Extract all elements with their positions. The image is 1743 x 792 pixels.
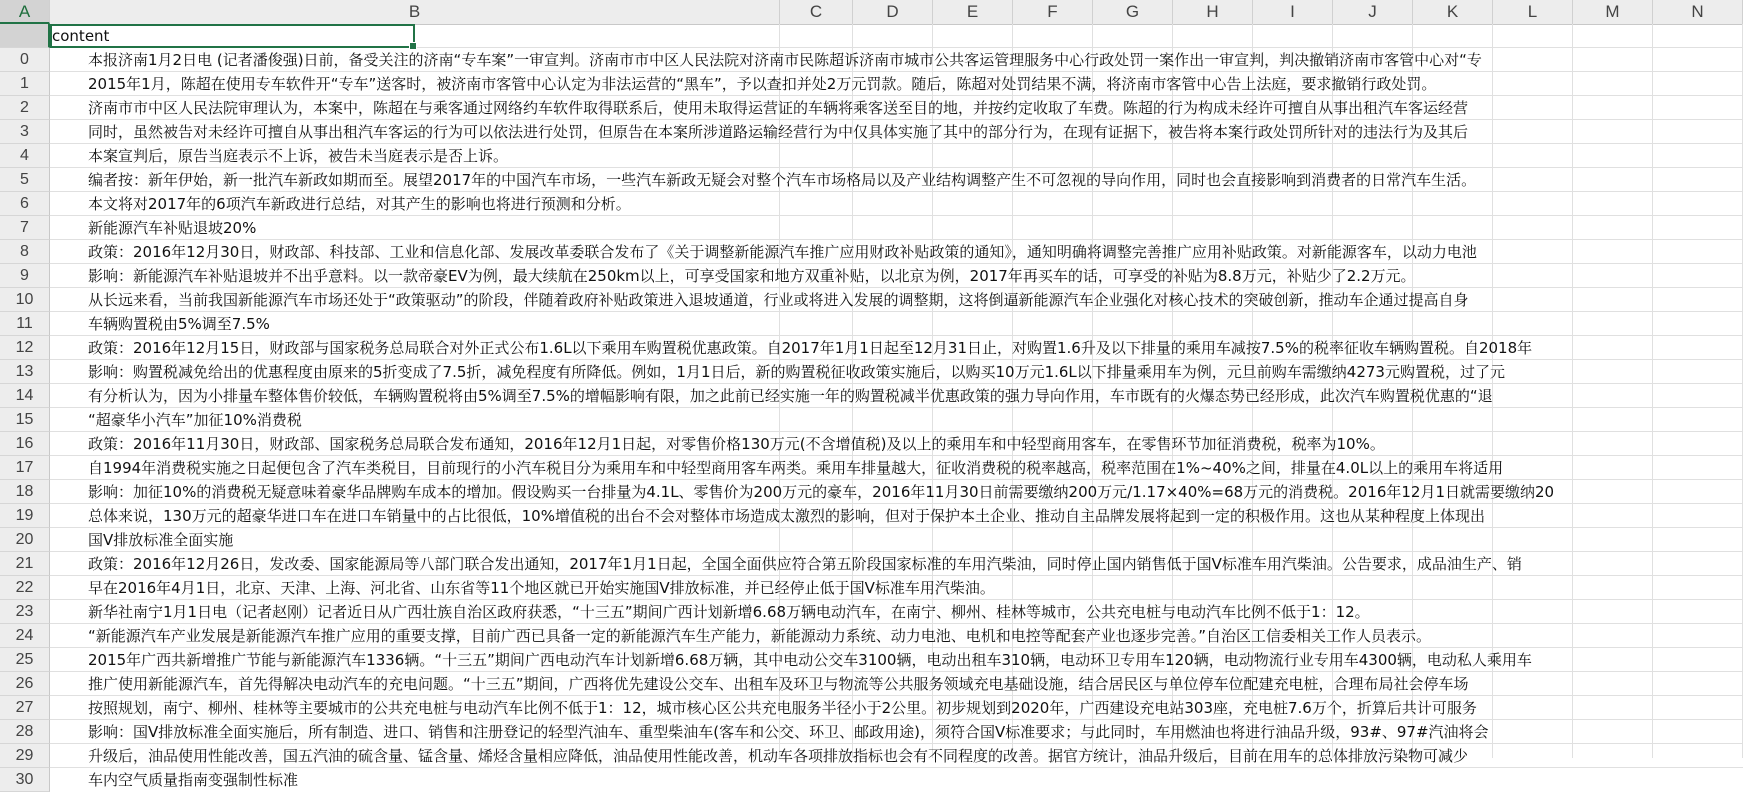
cell-content[interactable]: 政策：2016年12月15日，财政部与国家税务总局联合对外正式公布1.6L以下乘用车购置税优惠政策。自2017年1月1日起至12月31日止，对购置1.6升及以下排量的乘用车减按7.5%的税率征收车辆购置税。自2018年 — [88, 339, 1533, 357]
cell-content[interactable]: 车辆购置税由5%调至7.5% — [88, 315, 270, 333]
column-header-j[interactable]: J — [1333, 0, 1413, 24]
row-header[interactable]: 30 — [0, 768, 50, 792]
cell-content[interactable]: “超豪华小汽车”加征10%消费税 — [88, 411, 302, 429]
row-header[interactable]: 16 — [0, 432, 50, 456]
row-header[interactable]: 18 — [0, 480, 50, 504]
row-header[interactable]: 24 — [0, 624, 50, 648]
cell-content[interactable]: 国Ⅴ排放标准全面实施 — [88, 531, 234, 549]
cell-content[interactable]: 编者按：新年伊始，新一批汽车新政如期而至。展望2017年的中国汽车市场，一些汽车新政无疑会对整个汽车市场格局以及产业结构调整产生不可忽视的导向作用，同时也会直接影响到消费者的日常汽车生活。 — [88, 171, 1477, 189]
row-header[interactable]: 26 — [0, 672, 50, 696]
column-header-l[interactable]: L — [1493, 0, 1573, 24]
row-header[interactable]: 1 — [0, 72, 50, 96]
column-header-e[interactable]: E — [933, 0, 1013, 24]
column-header-g[interactable]: G — [1093, 0, 1173, 24]
cell-content[interactable]: 影响：国Ⅴ排放标准全面实施后，所有制造、进口、销售和注册登记的轻型汽油车、重型柴油车(客车和公交、环卫、邮政用途)，须符合国Ⅴ标准要求；与此同时，车用燃油也将进行油品升级，93#、97#汽油将会 — [88, 723, 1489, 741]
cell-content[interactable]: 本报济南1月2日电 (记者潘俊强)日前，备受关注的济南“专车案”一审宣判。济南市市中区人民法院对济南市民陈超诉济南市城市公共客运管理服务中心行政处罚一案作出一审宣判，判决撤销济南市客管中心对“专 — [88, 51, 1482, 69]
cell-content[interactable]: 推广使用新能源汽车，首先得解决电动汽车的充电问题。“十三五”期间，广西将优先建设公交车、出租车及环卫与物流等公共服务领域充电基础设施，结合居民区与单位停车位配建充电桩，合理布局社会停车场 — [88, 675, 1469, 693]
row-header[interactable]: 23 — [0, 600, 50, 624]
row-header[interactable]: 9 — [0, 264, 50, 288]
row-header[interactable]: 2 — [0, 96, 50, 120]
row-header[interactable]: 15 — [0, 408, 50, 432]
cell-content[interactable]: 政策：2016年11月30日，财政部、国家税务总局联合发布通知，2016年12月1日起，对零售价格130万元(不含增值税)及以上的乘用车和中轻型商用客车，在零售环节加征消费税，税率为10%。 — [88, 435, 1385, 453]
cell-content[interactable]: 政策：2016年12月26日，发改委、国家能源局等八部门联合发出通知，2017年1月1日起，全国全面供应符合第五阶段国家标准的车用汽柴油，同时停止国内销售低于国Ⅴ标准车用汽柴油。公告要求，成品油生产、销 — [88, 555, 1522, 573]
cell-content[interactable]: 车内空气质量指南变强制性标准 — [88, 771, 299, 789]
row-header[interactable]: 0 — [0, 48, 50, 72]
row-header[interactable]: 7 — [0, 216, 50, 240]
cell-content[interactable]: “新能源汽车产业发展是新能源汽车推广应用的重要支撑，目前广西已具备一定的新能源汽车生产能力，新能源动力系统、动力电池、电机和电控等配套产业也逐步完善。”自治区工信委相关工作人员表示。 — [88, 627, 1432, 645]
row-header[interactable]: 11 — [0, 312, 50, 336]
column-header-a[interactable]: A — [0, 0, 50, 24]
row-header[interactable]: 17 — [0, 456, 50, 480]
cell-content[interactable]: 有分析认为，因为小排量车整体售价较低，车辆购置税将由5%调至7.5%的增幅影响有限，加之此前已经实施一年的购置税减半优惠政策的强力导向作用，车市既有的火爆态势已经形成，此次汽车购置税优惠的“退 — [88, 387, 1493, 405]
row-header[interactable]: 27 — [0, 696, 50, 720]
row-header[interactable]: 28 — [0, 720, 50, 744]
cell-content[interactable]: 新能源汽车补贴退坡20% — [88, 219, 257, 237]
row-header[interactable]: 8 — [0, 240, 50, 264]
row-header[interactable]: 3 — [0, 120, 50, 144]
column-header-m[interactable]: M — [1573, 0, 1653, 24]
cell-content[interactable]: 自1994年消费税实施之日起便包含了汽车类税目，目前现行的小汽车税目分为乘用车和中轻型商用客车两类。乘用车排量越大，征收消费税的税率越高，税率范围在1%~40%之间，排量在4.0L以上的乘用车将适用 — [88, 459, 1504, 477]
active-cell-selection[interactable] — [50, 24, 415, 48]
cell-content[interactable]: 本案宣判后，原告当庭表示不上诉，被告未当庭表示是否上诉。 — [88, 147, 509, 165]
column-header-h[interactable]: H — [1173, 0, 1253, 24]
cell-content[interactable]: 新华社南宁1月1日电（记者赵刚）记者近日从广西壮族自治区政府获悉，“十三五”期间广西计划新增6.68万辆电动汽车，在南宁、柳州、桂林等城市，公共充电桩与电动汽车比例不低于1：12。 — [88, 603, 1370, 621]
cell-content[interactable]: 本文将对2017年的6项汽车新政进行总结，对其产生的影响也将进行预测和分析。 — [88, 195, 631, 213]
row-header[interactable]: 5 — [0, 168, 50, 192]
row-header[interactable]: 14 — [0, 384, 50, 408]
cell-content[interactable]: 升级后，油品使用性能改善，国五汽油的硫含量、锰含量、烯烃含量相应降低，油品使用性能改善，机动车各项排放指标也会有不同程度的改善。据官方统计，油品升级后，目前在用车的总体排放污染物可减少 — [88, 747, 1469, 765]
cell-content[interactable]: 政策：2016年12月30日，财政部、科技部、工业和信息化部、发展改革委联合发布了《关于调整新能源汽车推广应用财政补贴政策的通知》，通知明确将调整完善推广应用补贴政策。对新能源客车，以动力电池 — [88, 243, 1477, 261]
row-header[interactable]: 19 — [0, 504, 50, 528]
row-header[interactable]: 25 — [0, 648, 50, 672]
cell-content[interactable]: 2015年广西共新增推广节能与新能源汽车1336辆。“十三五”期间广西电动汽车计划新增6.68万辆，其中电动公交车3100辆，电动出租车310辆，电动环卫专用车120辆，电动物流行业专用车4300辆，电动私人乘用车 — [88, 651, 1532, 669]
column-header-c[interactable]: C — [780, 0, 853, 24]
cell-content[interactable]: 按照规划，南宁、柳州、桂林等主要城市的公共充电桩与电动汽车比例不低于1：12，城市核心区公共充电服务半径小于2公里。初步规划到2020年，广西建设充电站303座，充电桩7.6万个，折算后共计可服务 — [88, 699, 1477, 717]
cell-content[interactable]: 影响：加征10%的消费税无疑意味着豪华品牌购车成本的增加。假设购买一台排量为4.1L、零售价为200万元的豪车，2016年11月30日前需要缴纳200万元/1.17×40%=68万元的消费税。2016年12月1日就需要缴纳20 — [88, 483, 1555, 501]
row-header[interactable]: 6 — [0, 192, 50, 216]
row-header[interactable]: 13 — [0, 360, 50, 384]
column-header-b[interactable]: B — [50, 0, 780, 24]
row-header[interactable]: 29 — [0, 744, 50, 768]
row-header[interactable]: 21 — [0, 552, 50, 576]
column-header-n[interactable]: N — [1653, 0, 1743, 24]
column-header-i[interactable]: I — [1253, 0, 1333, 24]
row-header[interactable]: 12 — [0, 336, 50, 360]
cell-content[interactable]: 总体来说，130万元的超豪华进口车在进口车销量中的占比很低，10%增值税的出台不会对整体市场造成太激烈的影响，但对于保护本土企业、推动自主品牌发展将起到一定的积极作用。这也从某种程度上体现出 — [88, 507, 1485, 525]
column-header-f[interactable]: F — [1013, 0, 1093, 24]
column-header-d[interactable]: D — [853, 0, 933, 24]
cell-header-content[interactable]: content — [52, 27, 110, 45]
row-header[interactable]: 22 — [0, 576, 50, 600]
column-header-k[interactable]: K — [1413, 0, 1493, 24]
cell-content[interactable]: 早在2016年4月1日，北京、天津、上海、河北省、山东省等11个地区就已开始实施国Ⅴ排放标准，并已经停止低于国Ⅴ标准车用汽柴油。 — [88, 579, 995, 597]
cell-content[interactable]: 从长远来看，当前我国新能源汽车市场还处于“政策驱动”的阶段，伴随着政府补贴政策进入退坡通道，行业或将进入发展的调整期，这将倒逼新能源汽车企业强化对核心技术的突破创新，推动车企通过提高自身 — [88, 291, 1469, 309]
cell-content[interactable]: 济南市市中区人民法院审理认为，本案中，陈超在与乘客通过网络约车软件取得联系后，使用未取得运营证的车辆将乘客送至目的地，并按约定收取了车费。陈超的行为构成未经许可擅自从事出租汽车客运经营 — [88, 99, 1469, 117]
row-header[interactable]: 4 — [0, 144, 50, 168]
row-header[interactable]: 10 — [0, 288, 50, 312]
cell-content[interactable]: 影响：购置税减免给出的优惠程度由原来的5折变成了7.5折，减免程度有所降低。例如，1月1日后，新的购置税征收政策实施后，以购买10万元1.6L以下排量乘用车为例，元旦前购车需缴纳4273元购置税，过了元 — [88, 363, 1505, 381]
cell-content[interactable]: 同时，虽然被告对未经许可擅自从事出租汽车客运的行为可以依法进行处罚，但原告在本案所涉道路运输经营行为中仅具体实施了其中的部分行为，在现有证据下，被告将本案行政处罚所针对的违法行为及其后 — [88, 123, 1469, 141]
cell-content[interactable]: 影响：新能源汽车补贴退坡并不出乎意料。以一款帝豪EV为例，最大续航在250km以上，可享受国家和地方双重补贴，以北京为例，2017年再买车的话，可享受的补贴为8.8万元，补贴少了2.2万元。 — [88, 267, 1416, 285]
cell-content[interactable]: 2015年1月，陈超在使用专车软件开“专车”送客时，被济南市客管中心认定为非法运营的“黑车”，予以查扣并处2万元罚款。随后，陈超对处罚结果不满，将济南市客管中心告上法庭，要求撤销行政处罚。 — [88, 75, 1437, 93]
row-header[interactable]: 20 — [0, 528, 50, 552]
row-header-header[interactable] — [0, 24, 50, 48]
